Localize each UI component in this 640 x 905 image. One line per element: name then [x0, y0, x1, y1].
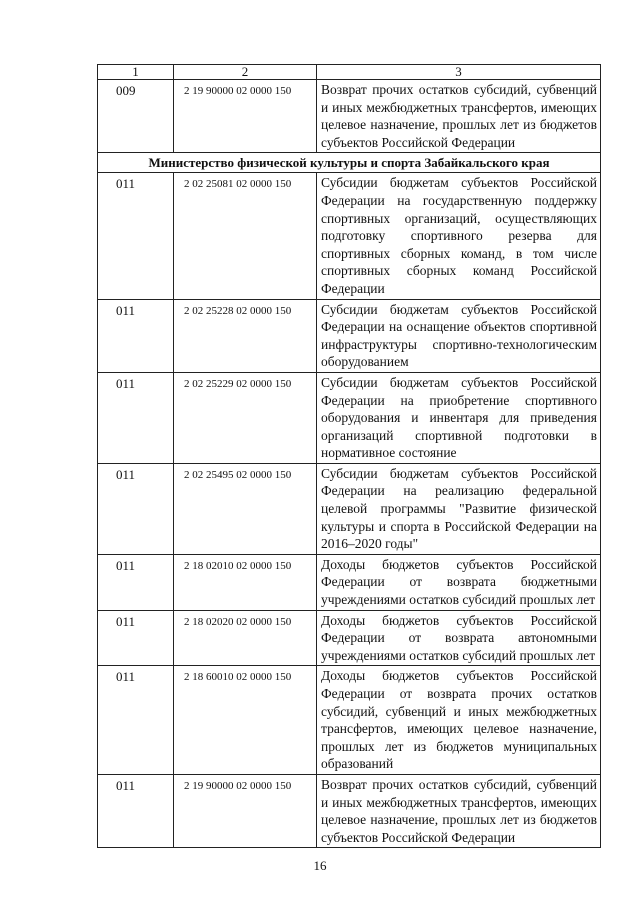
section-header-row: [98, 153, 601, 173]
revenue-name-cell: Субсидии бюджетам субъектов Российской Федерации на оснащение объектов спортивной инфраструктуры спортивно-технологическим оборудованием: [317, 299, 601, 372]
admin-code-cell: 011: [98, 299, 174, 372]
revenue-code-cell: 2 18 02020 02 0000 150: [174, 610, 317, 666]
header-col-1: 1: [98, 65, 174, 80]
admin-code-cell: 011: [98, 372, 174, 463]
admin-code-cell: 011: [98, 774, 174, 847]
table-header-row: [98, 65, 601, 80]
admin-code-cell: 011: [98, 666, 174, 775]
page-number: 16: [313, 858, 327, 873]
header-col-3: 3: [317, 65, 601, 80]
table-row: [98, 80, 601, 153]
revenue-code-cell: 2 18 02010 02 0000 150: [174, 554, 317, 610]
table-row: [98, 610, 601, 666]
revenue-name-cell: Субсидии бюджетам субъектов Российской Федерации на приобретение спортивного оборудования и инвентаря для приведения организаций спортивной подготовки в нормативное состояние: [317, 372, 601, 463]
revenue-name-cell: Доходы бюджетов субъектов Российской Федерации от возврата автономными учреждениями остатков субсидий прошлых лет: [317, 610, 601, 666]
revenue-name-cell: Возврат прочих остатков субсидий, субвенций и иных межбюджетных трансфертов, имеющих целевое назначение, прошлых лет из бюджетов субъектов Российской Федерации: [317, 774, 601, 847]
revenue-code-cell: 2 02 25228 02 0000 150: [174, 299, 317, 372]
table-row: [98, 299, 601, 372]
revenue-code-cell: 2 02 25229 02 0000 150: [174, 372, 317, 463]
table-row: [98, 554, 601, 610]
admin-code-cell: 011: [98, 610, 174, 666]
revenue-name-cell: Доходы бюджетов субъектов Российской Федерации от возврата бюджетными учреждениями остатков субсидий прошлых лет: [317, 554, 601, 610]
revenue-code-cell: 2 19 90000 02 0000 150: [174, 80, 317, 153]
revenue-name-cell: Субсидии бюджетам субъектов Российской Федерации на реализацию федеральной целевой программы "Развитие физической культуры и спорта в Российской Федерации на 2016–2020 годы": [317, 463, 601, 554]
table-row: [98, 774, 601, 847]
revenue-code-cell: 2 19 90000 02 0000 150: [174, 774, 317, 847]
table-row: [98, 463, 601, 554]
table-row: [98, 666, 601, 775]
table-row: [98, 372, 601, 463]
header-col-2: 2: [174, 65, 317, 80]
admin-code-cell: 011: [98, 173, 174, 299]
revenue-name-cell: Доходы бюджетов субъектов Российской Федерации от возврата прочих остатков субсидий, субвенций и иных межбюджетных трансфертов, имеющих целевое назначение, прошлых лет из бюджетов муниципальных образований: [317, 666, 601, 775]
admin-code-cell: 011: [98, 554, 174, 610]
revenue-name-cell: Возврат прочих остатков субсидий, субвенций и иных межбюджетных трансфертов, имеющих целевое назначение, прошлых лет из бюджетов субъектов Российской Федерации: [317, 80, 601, 153]
admin-code-cell: 011: [98, 463, 174, 554]
revenue-codes-table: [97, 64, 601, 848]
revenue-code-cell: 2 18 60010 02 0000 150: [174, 666, 317, 775]
revenue-code-cell: 2 02 25495 02 0000 150: [174, 463, 317, 554]
table-row: [98, 173, 601, 299]
revenue-code-cell: 2 02 25081 02 0000 150: [174, 173, 317, 299]
revenue-name-cell: Субсидии бюджетам субъектов Российской Федерации на государственную поддержку спортивных организаций, осуществляющих подготовку спортивного резерва для спортивных сборных команд, в том числе спортивных сборных команд Российской Федерации: [317, 173, 601, 299]
section-title: Министерство физической культуры и спорта Забайкальского края: [98, 153, 601, 173]
admin-code-cell: 009: [98, 80, 174, 153]
